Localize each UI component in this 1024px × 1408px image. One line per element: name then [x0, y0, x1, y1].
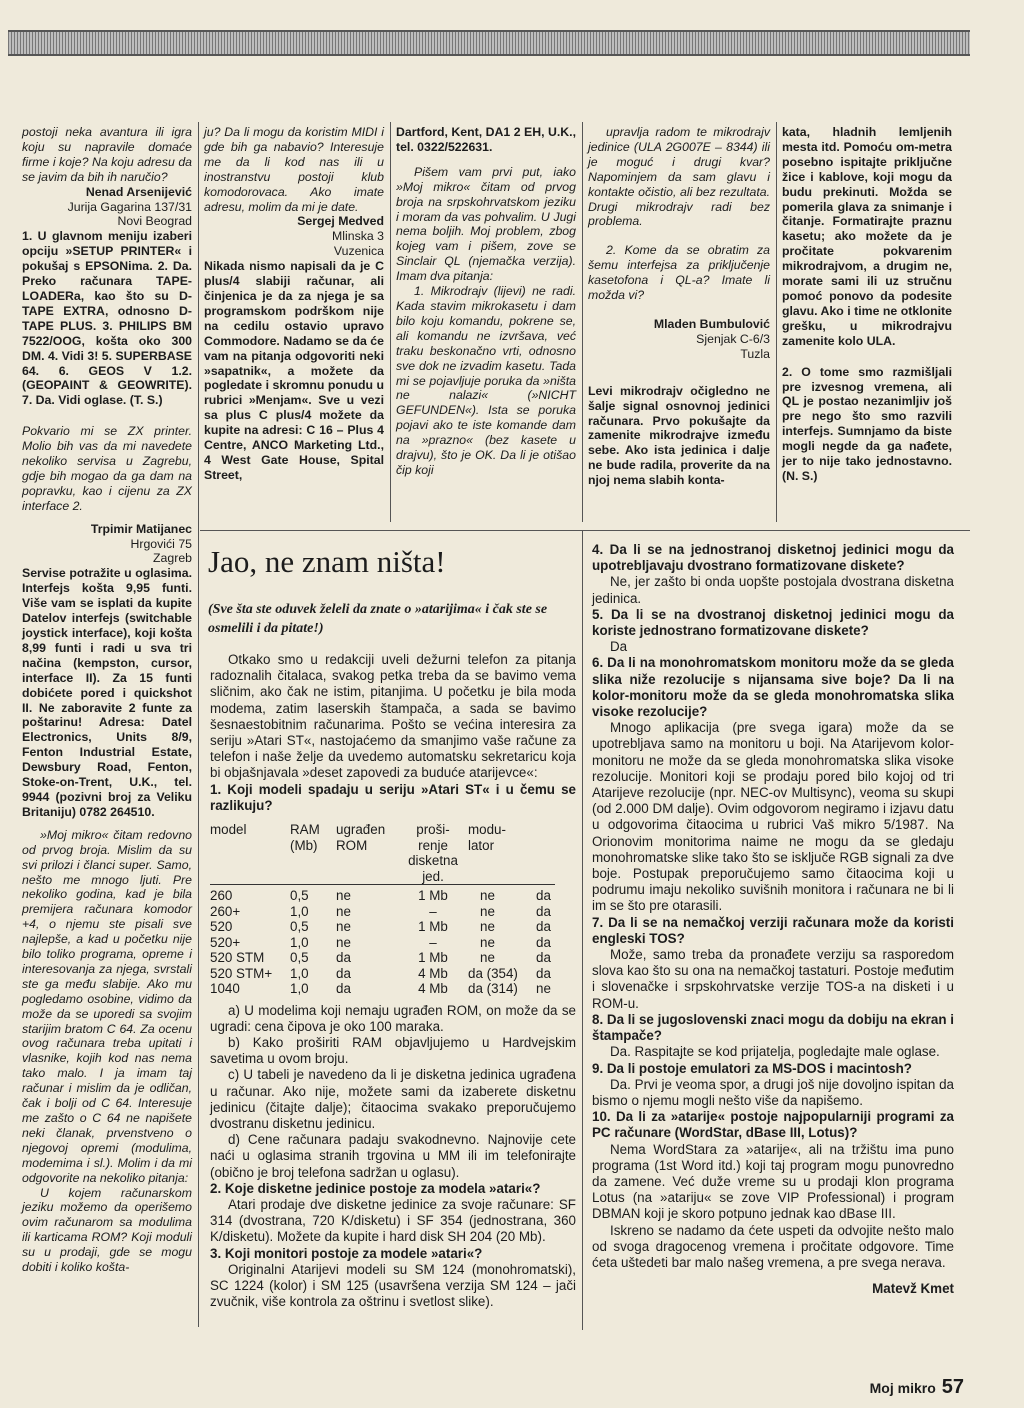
table-cell: 1,0	[290, 934, 309, 950]
letter-text: »Moj mikro« čitam redovno od prvog broja. Mislim da su svi prilozi i članci super. Samo, nešto me mnogo ljuti. Pre nekoliko godina, kad je bila premijera računara komodor +4, o njemu ste pisali sve najlepše, a kad u početku nije bilo toliko programa, opreme i interesovanja za njega, svrstali ste ga među slabije. Ako mu pogledamo osobine, vidimo da može da se uporedi sa svojim starijim bratom C 64. Za ocenu ovog računara treba upitati i vlasnike, kojih kod nas nema tako malo. I ja imam taj računar i mislim da je odličan, čak i bolji od C 64. Interesuje me zašto o C 64 ne napišete neki članak, prvenstveno o njegovoj opremi (modulima, modemima i sl.). Molim i da mi odgovorite na nekoliko pitanja:	[22, 827, 192, 1185]
table-cell: da (314)	[468, 981, 518, 997]
question-heading: 4. Da li se na jednostranoj disketnoj jedinici mogu da upotrebljavaju dvostrano formatizovane diskete?	[592, 542, 954, 574]
question-heading: 9. Da li postoje emulatori za MS-DOS i macintosh?	[592, 1060, 912, 1076]
question-heading: 1. Koji modeli spadaju u seriju »Atari ST« i u čemu se razlikuju?	[210, 781, 576, 813]
table-row	[210, 966, 555, 982]
table-cell: 4 Mb	[418, 965, 448, 981]
letter-text: U kojem računarskom jeziku možemo da operišemo ovim računarom sa modulima ili karticama ROM? Koji moduli su u prodaji, gde se mogu dobiti i koliko košta-	[22, 1185, 192, 1275]
table-cell: 520 STM	[210, 950, 265, 966]
table-cell: ne	[480, 934, 495, 950]
column-rule	[390, 122, 391, 522]
editor-answer: Servise potražite u oglasima. Interfejs košta 9,95 funti. Više vam se isplati da kupite Datelov interfejs (switchable joystick interface), koji košta 8,99 funti i radi u sva tri načina (kempston, cursor, interface II). Za 15 funti dobićete pored i quickshot II. Ne zaboravite 2 funte za poštarinu! Adresa: Datel Electronics, Units 8/9, Fenton Industrial Estate, Dewsbury Road, Fenton, Stoke-on-Trent, U.K., tel. 9944 (pozivni broj za Veliku Britaniju) 0782 264510.	[22, 566, 192, 819]
article-lead: (Sve šta ste oduvek želeli da znate o »atarijima« i čak ste se osmelili i da pitate!)	[208, 602, 548, 636]
table-cell: 0,5	[290, 888, 309, 904]
letter-address: Hrgovići 75	[130, 536, 192, 551]
article-paragraph: Ne, jer zašto bi onda uopšte postojala dvostrana disketna jedinica.	[592, 574, 954, 606]
table-cell: 1,0	[290, 903, 309, 919]
page-footer	[870, 1376, 964, 1399]
table-row	[210, 919, 555, 935]
article-paragraph: c) U tabeli je navedeno da li je disketna jedinica ugrađena u računar. Ako nije, možete sami da izaberete disketnu jedinicu (čitajte dalje); čitaocima svakako preporučujemo dvostranu disketnu jedinicu.	[210, 1067, 576, 1131]
editor-answer: Nikada nismo napisali da je C plus/4 slabiji računar, ali činjenica je da za njega je sa programskom podrškom nije na cedilu ostavio upravo Commodore. Nadamo se da će vam na pitanja odgovoriti neki »sapatnik«, a možete da pogledate i skromnu ponudu u rubrici »Menjam«. Sve u vezi sa plus C plus/4 možete da kupite na adresi: C 16 – Plus 4 Centre, ANCO Marketing Ltd., 4 West Gate House, Spital Street,	[204, 259, 384, 482]
table-cell: 0,5	[290, 919, 309, 935]
table-cell: ne	[336, 934, 351, 950]
table-cell: da (354)	[468, 965, 518, 981]
table-cell: 1040	[210, 981, 240, 997]
atari-models-table	[210, 822, 555, 997]
question-heading: 3. Koji monitori postoje za modele »atari«?	[210, 1245, 483, 1261]
table-cell: da	[536, 965, 551, 981]
table-cell: 260+	[210, 903, 241, 919]
table-header: ugrađen ROM	[336, 822, 386, 853]
table-cell: 1 Mb	[418, 919, 448, 935]
article-column-right	[592, 542, 954, 1297]
article-author: Matevž Kmet	[872, 1281, 954, 1297]
editor-answer: 1. U glavnom meniju izaberi opciju »SETUP PRINTER« i pokušaj s EPSONima. 2. Da. Preko računara TAPE-LOADERa, kao što su D-TAPE EXTRA, odnosno D-TAPE PLUS. 3. PHILIPS BM 7522/OOG, košta oko 300 DM. 4. Vidi 3! 5. SUPERBASE 64. 6. GEOS V 1.2. (GEOPAINT & GEOWRITE). 7. Da. Vidi oglase. (T. S.)	[22, 229, 192, 408]
letter-address: Jurija Gagarina 137/31	[67, 199, 192, 214]
table-cell: 520 STM+	[210, 965, 273, 981]
table-cell: ne	[336, 888, 351, 904]
magazine-name: Moj mikro	[869, 1380, 936, 1396]
article-paragraph: Mnogo aplikacija (pre svega igara) može da se upotrebljava samo na monitoru u boji. Na Atarijevom kolor-monitoru ne može da se gleda monohromatska slika visoke rezolucije. Monitori koji se prodaju pored bilo kojoj od tri Atarijeve rezolucije (npr. NEC-ov Multisync), veoma su skupi (od 2.000 DM dalje). Ovim odgovorom negiramo i izjavu datu u odgovorima čitaocima u rubrici Vaš mikro 5/1987. Na Orionovim monitorima naime ne mogu da se gledaju monohromatske slike tako što se isključe RGB signali za dve boje. Postupak preporučujemo samo čitaocima koji u podrumu imaju nekoliko suvišnih monitora i računara ne bi li im se što pre otarasili.	[592, 720, 954, 914]
letter-text: 1. Mikrodrajv (lijevi) ne radi. Kada stavim mikrokasetu i dam bilo koju komandu, pokrene se, ali komandu ne izvršava, već traku beskonačno vrti, odnosno sve dok ne izvadim kasetu. Tada mi se pojavljuje poruka da »ništa ne nalazi« (»NICHT GEFUNDEN«). Ista se poruka pojavi ako te iste komande dam na »prazno« (bez kasete u drajvu), što je OK. Da li je otišao čip koji	[396, 284, 576, 477]
table-cell: 1,0	[290, 981, 309, 997]
question-heading: 7. Da li se na nemačkoj verziji računara može da koristi engleski TOS?	[592, 914, 954, 946]
table-header	[536, 822, 555, 885]
table-cell: da	[536, 919, 551, 935]
table-row	[210, 935, 555, 951]
letter-text: upravlja radom te mikrodrajv jedinice (ULA 2G007E – 8344) ili je moguć i drugi kvar? Napominjem da sam glavu i kontakte očistio, ali bez rezultata. Drugi mikrodrajv radi bez problema.	[588, 125, 770, 229]
article-paragraph: a) U modelima koji nemaju ugrađen ROM, on može da se ugradi: cena čipova je oko 100 maraka.	[210, 1002, 576, 1034]
table-cell: 260	[210, 888, 233, 904]
article-paragraph: d) Cene računara padaju svakodnevno. Najnovije cete naći u oglasima stranih trgovina u MM ili im telefonirajte (obično je broj telefona sadržan u oglasu).	[210, 1132, 576, 1180]
letter-text: 2. Kome da se obratim za šemu interfejsa za priključenje kasetofona i QL-a? Imate li možda vi?	[588, 243, 770, 303]
table-row	[210, 981, 555, 997]
page-number: 57	[941, 1376, 964, 1398]
table-cell: da	[536, 950, 551, 966]
table-cell: da	[536, 903, 551, 919]
letter-address: Tuzla	[740, 346, 770, 361]
article-title: Jao, ne znam ništa!	[208, 544, 446, 579]
letters-column-2	[204, 125, 384, 483]
letter-text: Pokvario mi se ZX printer. Molio bih vas da mi navedete nekoliko servisa u Zagrebu, gdje bih mogao da ga dam na popravku, kao i cijenu za ZX interface 2.	[22, 424, 192, 513]
letter-text: Pišem vam prvi put, iako »Moj mikro« čitam od prvog broja na srpskohrvatskom jeziku i moram da vas pohvalim. U Jugi nema boljih. Moj problem, zbog kojeg vam i pišem, zove se Sinclair QL (njemačka verzija). Imam dva pitanja:	[396, 164, 576, 284]
letter-text: ju? Da li mogu da koristim MIDI i gde bih ga nabavio? Interesuje me da li kod nas ili u inostranstvu postoji klub komodorovaca. Ako imate adresu, molim da mi je date.	[204, 125, 384, 214]
editor-answer: 2. O tome smo razmišljali pre izvesnog vremena, ali QL je postao nezanimljiv još pre nego što smo razvili interfejs. Sumnjamo da biste mogli negde da ga nađete, jer to nije tako jednostavno. (N. S.)	[782, 364, 952, 483]
table-cell: da	[536, 934, 551, 950]
article-paragraph: Originalni Atarijevi modeli su SM 124 (monohromatski), SC 1224 (kolor) i SM 125 (usavršena verzija SM 124 – jači zvučnik, više kontrola za oštrinu i svetlost slike).	[210, 1261, 576, 1310]
article-column-left	[210, 652, 576, 1310]
editor-answer: Levi mikrodrajv očigledno ne šalje signal osnovnoj jedinici računara. Prvo pokušajte da zamenite mikrodrajve između sebe. Ako ista jedinica i dalje ne bude radila, proverite da na njoj nema slabih konta-	[588, 383, 770, 488]
table-cell: da	[336, 965, 351, 981]
letter-address: Zagreb	[153, 551, 192, 566]
table-cell: 0,5	[290, 950, 309, 966]
letter-signature: Trpimir Matijanec	[90, 521, 192, 536]
letter-text: postoji neka avantura ili igra koju su napravile domaće firme i koje? Na koju adresu da se javim da bih ih naručio?	[22, 125, 192, 184]
letter-address: Novi Beograd	[117, 214, 192, 229]
table-cell: ne	[536, 981, 551, 997]
letter-signature: Sergej Medved	[297, 214, 384, 229]
article-paragraph: Da	[610, 639, 628, 655]
question-heading: 8. Da li se jugoslovenski znaci mogu da dobiju na ekran i štampače?	[592, 1011, 954, 1044]
table-row	[210, 888, 555, 904]
column-rule	[198, 122, 199, 1327]
letter-signature: Mladen Bumbulović	[653, 316, 770, 331]
table-cell: ne	[480, 903, 495, 919]
letter-address: Mlinska 3	[332, 229, 384, 244]
column-rule	[776, 122, 777, 522]
table-row	[210, 904, 555, 920]
table-cell: 1 Mb	[418, 888, 448, 904]
column-rule	[582, 122, 583, 522]
article-paragraph: b) Kako proširiti RAM objavljujemo u Hardvejskim savetima u ovom broju.	[210, 1034, 576, 1067]
letter-address: Vuzenica	[333, 244, 384, 259]
table-cell: da	[536, 888, 551, 904]
section-divider	[200, 530, 970, 531]
column-rule	[582, 530, 583, 1330]
question-heading: 10. Da li za »atarije« postoje najpopularniji programi za PC računare (WordStar, dBase III, Lotus)?	[592, 1109, 954, 1141]
letters-column-3	[396, 125, 576, 478]
article-paragraph: Otkako smo u redakciji uveli dežurni telefon za pitanja radoznalih čitalaca, svakog petka treba da se bavimo vema sličnim, ako čak ne istim, pitanjima. U početku je bila moda modema, zatim laserskih štampača, a sada se bavimo šesnaestobitnim računarima. Pošto se većina interesira za seriju »Atari ST«, nastojaćemo da smanjimo vaše račune za telefon i naše želje da uvedemo automatsku sekretaricu koja bi objašnjavala »deset zapovedi za buduće atarijevce«:	[210, 652, 576, 781]
article-paragraph: Iskreno se nadamo da ćete uspeti da odvojite nešto malo od svoga dragocenog vremena i pročitate odgovore. Time ćeta uštedeti bar malo našeg vremena, a pre svega nerava.	[592, 1222, 954, 1270]
editor-answer: Dartford, Kent, DA1 2 EH, U.K., tel. 0322/522631.	[396, 125, 576, 154]
table-cell: ne	[480, 950, 495, 966]
table-cell: 520	[210, 919, 233, 935]
question-heading: 5. Da li se na dvostranoj disketnoj jedinici mogu da koriste jednostrano formatizovane diskete?	[592, 606, 954, 639]
letters-column-5	[782, 125, 952, 484]
article-paragraph: Može, samo treba da pronađete verziju sa rasporedom slova kao što su ona na nemačkoj tastaturi. Postoje međutim i slovenačke i srpskohrvatske verzije TOS-a na disketi i u ROM-u.	[592, 947, 954, 1011]
table-cell: ne	[336, 919, 351, 935]
letters-column-4	[588, 125, 770, 488]
article-paragraph: Da. Prvi je veoma spor, a drugi još nije dovoljno ispitan da bismo o njemu mogli nešto više da napišemo.	[592, 1076, 954, 1108]
table-cell: da	[336, 981, 351, 997]
letters-column-1	[22, 125, 192, 1275]
table-cell: –	[429, 934, 437, 950]
table-cell: 1,0	[290, 965, 309, 981]
question-heading: 6. Da li na monohromatskom monitoru može da se gleda slika niže rezolucije s nijansama sive boje? Da li na kolor-monitoru može da se gleda monohromatska slika visoke rezolucije?	[592, 655, 954, 720]
table-cell: ne	[480, 888, 495, 904]
table-header: modu- lator	[468, 822, 506, 853]
letter-signature: Nenad Arsenijević	[85, 184, 192, 199]
table-header: model	[210, 822, 247, 838]
table-cell: –	[429, 903, 437, 919]
top-banner	[8, 30, 970, 56]
editor-answer: kata, hladnih lemljenih mesta itd. Pomoću om-metra posebno ispitajte priključne žice i kablove, koji mogu da budu prekinuti. Možda se pomerila glava za snimanje i čitanje. Formatirajte praznu kasetu; ako možete da je pročitate pokvarenim mikrodrajvom, a drugim ne, morate sami ili uz stručnu pomoć ponovo da podesite glavu. Ako i time ne otklonite grešku, u mikrodrajvu zamenite kolo ULA.	[782, 125, 952, 348]
table-header: proši- renje disketna jed.	[408, 822, 458, 884]
article-paragraph: Atari prodaje dve disketne jedinice za svoje računare: SF 314 (dvostrana, 720 K/disketu) i SF 354 (jednostrana, 360 K/disketu). Možete da kupite i hard disk SH 204 (20 Mb).	[210, 1196, 576, 1245]
letter-address: Sjenjak C-6/3	[696, 331, 770, 346]
table-cell: 1 Mb	[418, 950, 448, 966]
table-cell: 520+	[210, 934, 241, 950]
article-paragraph: Nema WordStara za »atarije«, ali na tržištu ima puno programa (1st Word itd.) koji taj program mogu punovredno da zamene. Već duže vreme su u prodaji klon programa Lotus (na »atariju« se zove VIP Professional) i program DBMAN koji je skoro potpuno jednak kao dBase III.	[592, 1141, 954, 1222]
table-row	[210, 950, 555, 966]
table-cell: da	[336, 950, 351, 966]
question-heading: 2. Koje disketne jedinice postoje za modela »atari«?	[210, 1180, 541, 1196]
table-cell: ne	[336, 903, 351, 919]
article-paragraph: Da. Raspitajte se kod prijatelja, pogledajte male oglase.	[610, 1044, 940, 1060]
table-header: RAM (Mb)	[290, 822, 320, 853]
table-cell: 4 Mb	[418, 981, 448, 997]
table-cell: ne	[480, 919, 495, 935]
